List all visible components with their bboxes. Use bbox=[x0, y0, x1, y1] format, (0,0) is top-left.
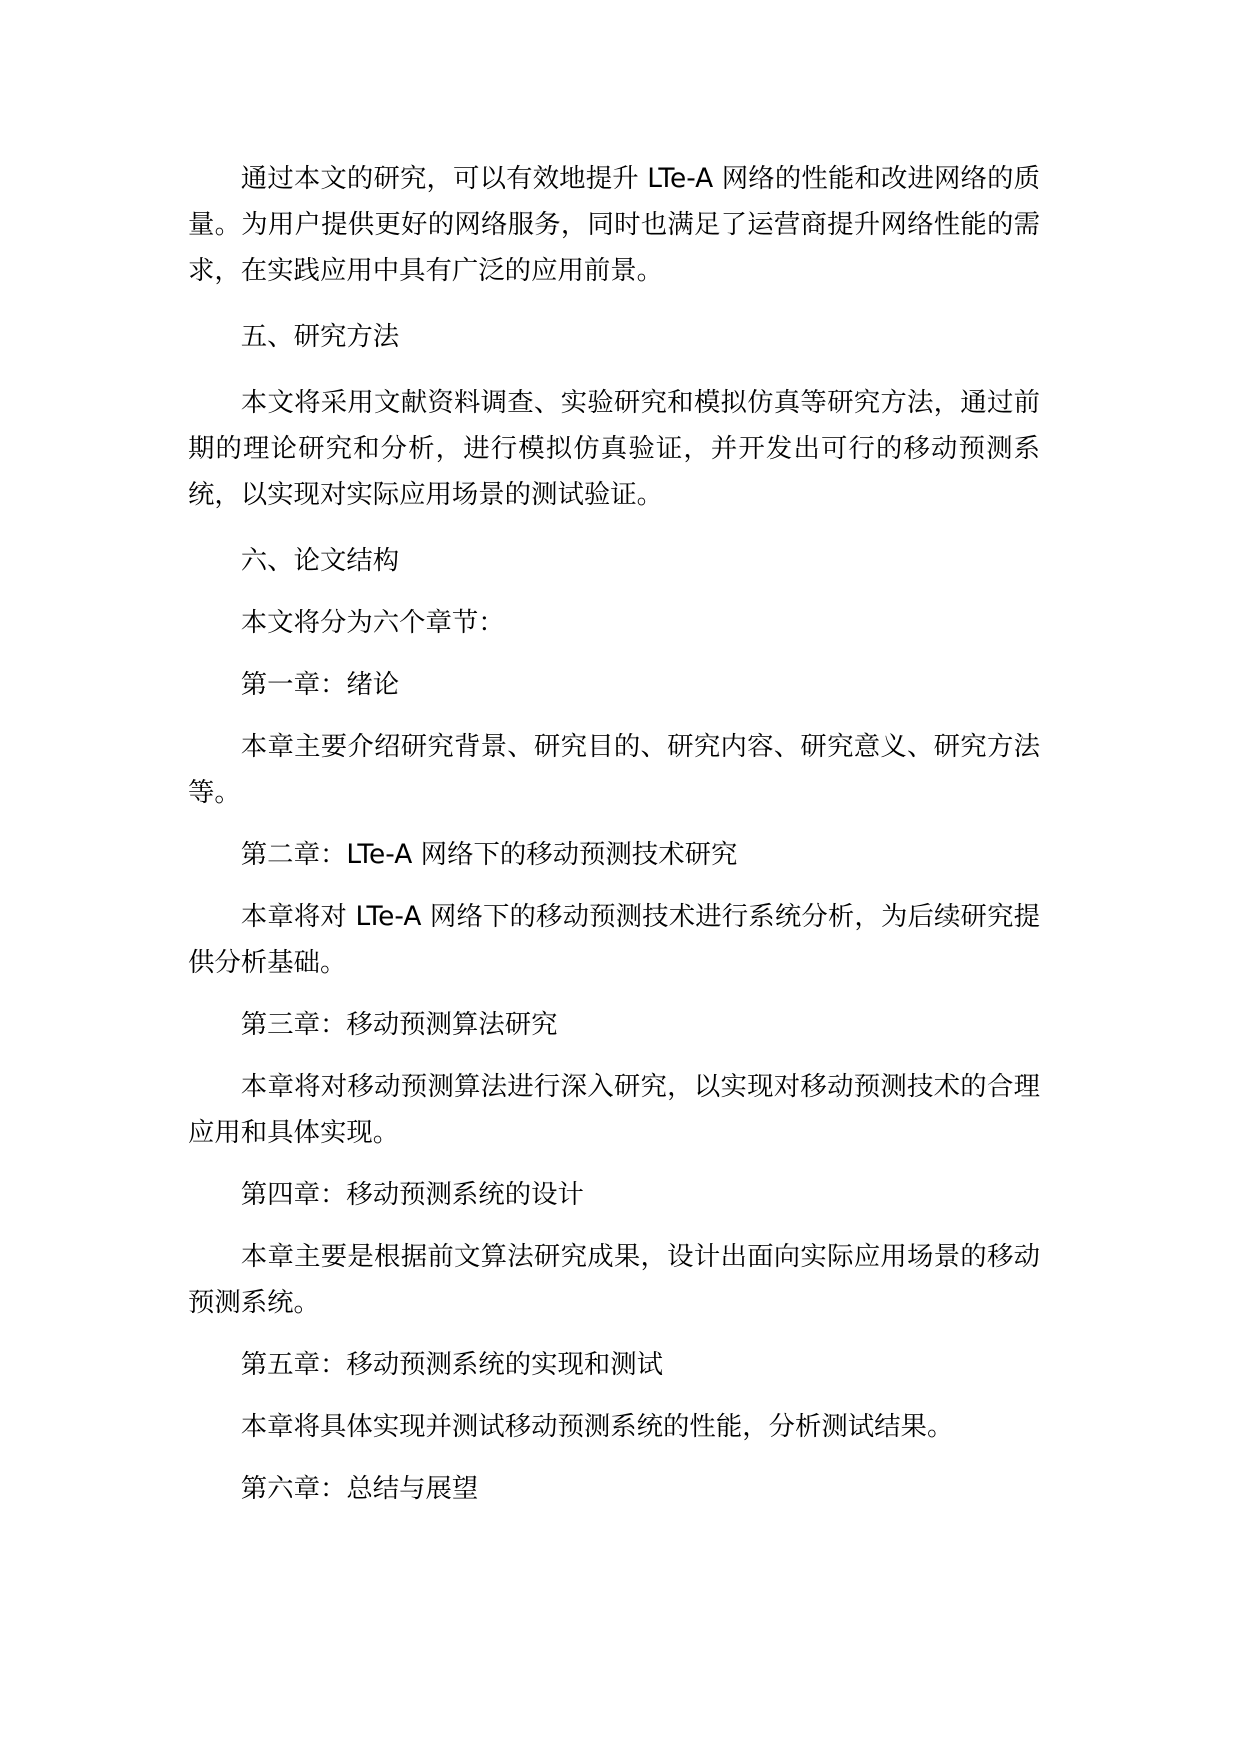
paragraph-research-methods: 本文将采用文献资料调查、实验研究和模拟仿真等研究方法，通过前期的理论研究和分析，进行模拟仿真验证，并开发出可行的移动预测系统，以实现对实际应用场景的测试验证。 bbox=[188, 387, 1040, 510]
chapter-heading-3: 第三章：移动预测算法研究 bbox=[240, 1009, 558, 1040]
chapter-heading-6: 第六章：总结与展望 bbox=[240, 1473, 479, 1504]
chapter-heading-1: 第一章：绪论 bbox=[240, 669, 400, 700]
section-heading-research-methods: 五、研究方法 bbox=[240, 321, 400, 352]
document-body bbox=[188, 156, 1040, 1512]
chapter-description-3: 本章将对移动预测算法进行深入研究，以实现对移动预测技术的合理应用和具体实现。 bbox=[188, 1071, 1040, 1148]
chapter-heading-5: 第五章：移动预测系统的实现和测试 bbox=[240, 1349, 664, 1380]
chapter-heading-4: 第四章：移动预测系统的设计 bbox=[240, 1179, 584, 1210]
chapter-description-2: 本章将对 LTe-A 网络下的移动预测技术进行系统分析，为后续研究提供分析基础。 bbox=[188, 901, 1040, 978]
chapter-description-4: 本章主要是根据前文算法研究成果，设计出面向实际应用场景的移动预测系统。 bbox=[188, 1241, 1040, 1318]
paragraph-significance: 通过本文的研究，可以有效地提升 LTe-A 网络的性能和改进网络的质量。为用户提供更好的网络服务，同时也满足了运营商提升网络性能的需求，在实践应用中具有广泛的应用前景。 bbox=[188, 163, 1040, 286]
chapter-description-5: 本章将具体实现并测试移动预测系统的性能，分析测试结果。 bbox=[240, 1411, 954, 1442]
chapter-heading-2: 第二章：LTe-A 网络下的移动预测技术研究 bbox=[240, 839, 738, 870]
paragraph-chapter-count: 本文将分为六个章节： bbox=[240, 607, 505, 638]
chapter-description-1: 本章主要介绍研究背景、研究目的、研究内容、研究意义、研究方法等。 bbox=[188, 731, 1040, 808]
section-heading-thesis-structure: 六、论文结构 bbox=[240, 545, 400, 576]
